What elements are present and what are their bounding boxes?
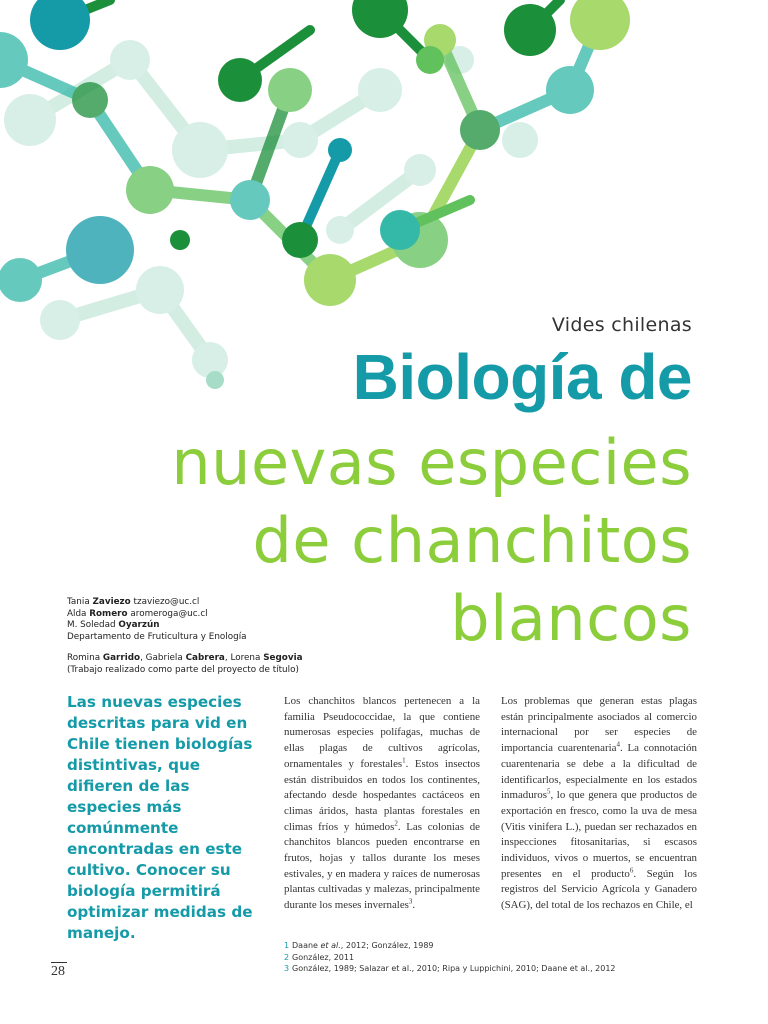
coauthor-line: Romina Garrido, Gabriela Cabrera, Lorena Segovia: [67, 653, 303, 663]
department: Departamento de Fruticultura y Enología: [67, 631, 247, 642]
section-label: Vides chilenas: [551, 314, 692, 336]
footnote-ref: 5: [546, 787, 551, 796]
author-line: Tania Zaviezo tzaviezo@uc.cl: [67, 597, 200, 607]
footnote: 2 González, 2011: [284, 952, 355, 962]
article-title-line-1: Biología de: [352, 341, 692, 413]
footnote-ref: 3: [408, 897, 413, 906]
article-title-line-2: nuevas especies: [171, 426, 692, 499]
footnote: 3 González, 1989; Salazar et al., 2010; Ripa y Luppichini, 2010; Daane et al., 2012: [284, 964, 616, 974]
page-number: 28: [51, 964, 65, 979]
footnote: 1 Daane et al., 2012; González, 1989: [284, 941, 434, 950]
lead-paragraph: Las nuevas especies descritas para vid en Chile tienen biologías distintivas, que difieren de las especies más comúnmente encontradas en este cultivo. Conocer su biología permitirá optimizar medidas de manejo.: [67, 693, 253, 942]
article-title-line-3: de chanchitos: [252, 504, 692, 577]
article-title-line-4: blancos: [450, 582, 692, 655]
body-column-1: Los chanchitos blancos pertenecen a la familia Pseudococcidae, la que contiene numerosas especies polífagas, muchas de ellas plagas de cultivos agrícolas, ornamentales y forestales$^1$. Estos insectos están distribuidos en todos los continentes, afectando desde hospedantes cactáceos en climas áridos, hasta plantas forestales en climas fríos y húmedos$^2$. Las colonias de chanchitos blancos pueden encontrarse en frutos, hojas y tallos durante los meses estivales, y en madera y raíces de numerosas plantas cultivadas y malezas, principalmente durante los meses invernales$^3$.: [284, 695, 480, 912]
footnotes: [284, 940, 704, 975]
molecule-network-illustration: [0, 0, 768, 400]
body-column-2: Los problemas que generan estas plagas están principalmente asociados al comercio internacional por ser especies de importancia cuarentenaria$^4$. La connotación cuarentenaria se debe a la dificultad de identificarlos, especialmente en los estados inmaduros$^5$, lo que genera que productos de exportación en fresco, como la uva de mesa (Vitis vinifera L.), puedan ser rechazados en inspecciones fitosanitarias, si escasos individuos, vivos o muertos, se encuentran presentes en el producto$^6$. Según los registros del Servicio Agrícola y Ganadero (SAG), del total de los rechazos en Chile, el: [501, 695, 698, 912]
footnote-ref: 2: [394, 819, 398, 827]
author-line: M. Soledad Oyarzún: [67, 620, 160, 630]
footnote-ref: 4: [616, 740, 620, 749]
page-number-rule: [51, 962, 67, 963]
author-block: [67, 597, 307, 676]
author-line: Alda Romero aromeroga@uc.cl: [67, 608, 208, 619]
author-email: aromeroga@uc.cl: [127, 608, 208, 619]
footnote-ref: 1: [402, 756, 406, 765]
project-note: (Trabajo realizado como parte del proyecto de título): [67, 664, 299, 675]
author-email: tzaviezo@uc.cl: [130, 597, 200, 607]
footnote-ref: 6: [629, 866, 634, 875]
